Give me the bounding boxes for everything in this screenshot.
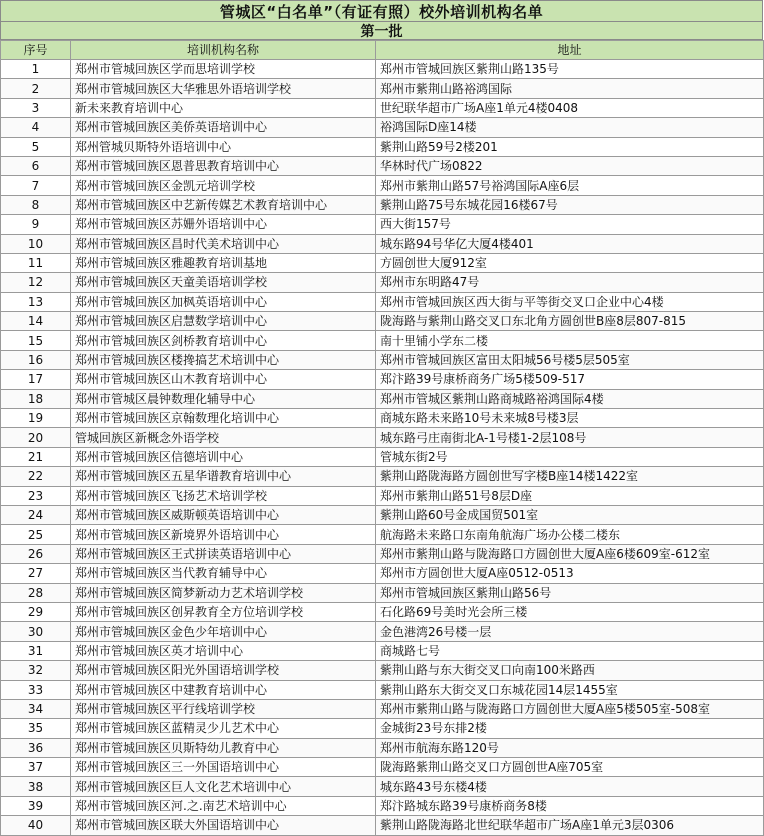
- row-number-cell: 38: [1, 777, 71, 796]
- institution-name-cell: 郑州市管城回族区加枫英语培训中心: [71, 292, 376, 311]
- address-cell: 紫荆山路59号2楼201: [376, 137, 764, 156]
- row-number-cell: 24: [1, 505, 71, 524]
- row-number-cell: 1: [1, 60, 71, 79]
- table-row: [1, 505, 764, 524]
- institution-name-cell: 郑州市管城回族区王式拼读英语培训中心: [71, 544, 376, 563]
- address-cell: 商城东路未来路10号未来城8号楼3层: [376, 409, 764, 428]
- row-number-cell: 16: [1, 350, 71, 369]
- table-row: [1, 525, 764, 544]
- table-row: [1, 583, 764, 602]
- institution-name-cell: 郑州市管城回族区金色少年培训中心: [71, 622, 376, 641]
- address-cell: 航海路未来路口东南角航海广场办公楼二楼东: [376, 525, 764, 544]
- institution-name-cell: 管城回族区新概念外语学校: [71, 428, 376, 447]
- row-number-cell: 40: [1, 816, 71, 835]
- address-cell: 紫荆山路东大街交叉口东城花园14层1455室: [376, 680, 764, 699]
- row-number-cell: 4: [1, 118, 71, 137]
- institution-table: [0, 40, 764, 836]
- table-row: [1, 60, 764, 79]
- row-number-cell: 21: [1, 447, 71, 466]
- table-row: [1, 641, 764, 660]
- row-number-cell: 33: [1, 680, 71, 699]
- address-cell: 郑州市紫荆山路与陇海路口方圆创世大厦A座5楼505室-508室: [376, 699, 764, 718]
- institution-name-cell: 郑州市管城回族区中建教育培训中心: [71, 680, 376, 699]
- row-number-cell: 15: [1, 331, 71, 350]
- address-cell: 陇海路紫荆山路交叉口方圆创世A座705室: [376, 758, 764, 777]
- address-cell: 城东路94号华亿大厦4楼401: [376, 234, 764, 253]
- institution-name-cell: 郑州市管城回族区河.之.南艺术培训中心: [71, 796, 376, 815]
- address-cell: 郑州市管城回族区西大街与平等街交叉口企业中心4楼: [376, 292, 764, 311]
- row-number-cell: 39: [1, 796, 71, 815]
- table-row: [1, 331, 764, 350]
- address-cell: 郑州市东明路47号: [376, 273, 764, 292]
- table-row: [1, 195, 764, 214]
- row-number-cell: 23: [1, 486, 71, 505]
- table-row: [1, 234, 764, 253]
- row-number-cell: 5: [1, 137, 71, 156]
- table-row: [1, 777, 764, 796]
- row-number-cell: 31: [1, 641, 71, 660]
- table-body: [1, 60, 764, 836]
- address-cell: 郑州市管城回族区紫荆山路56号: [376, 583, 764, 602]
- address-cell: 郑州市紫荆山路裕鸿国际: [376, 79, 764, 98]
- row-number-cell: 17: [1, 370, 71, 389]
- table-row: [1, 486, 764, 505]
- address-cell: 世纪联华超市广场A座1单元4楼0408: [376, 98, 764, 117]
- institution-name-cell: 郑州市管城回族区新境界外语培训中心: [71, 525, 376, 544]
- table-row: [1, 292, 764, 311]
- table-row: [1, 428, 764, 447]
- table-row: [1, 699, 764, 718]
- table-row: [1, 79, 764, 98]
- institution-name-cell: 郑州市管城回族区苏姗外语培训中心: [71, 215, 376, 234]
- table-row: [1, 544, 764, 563]
- institution-name-cell: 郑州市管城回族区京翰数理化培训中心: [71, 409, 376, 428]
- institution-name-cell: 郑州市管城回族区剑桥教育培训中心: [71, 331, 376, 350]
- header-address: 地址: [376, 41, 764, 60]
- row-number-cell: 12: [1, 273, 71, 292]
- table-row: [1, 176, 764, 195]
- institution-name-cell: 郑州市管城回族区三一外国语培训中心: [71, 758, 376, 777]
- sheet-title: 管城区“白名单”（有证有照）校外培训机构名单: [0, 0, 763, 22]
- table-row: [1, 602, 764, 621]
- institution-name-cell: 郑州市管城回族区中艺新传媒艺术教育培训中心: [71, 195, 376, 214]
- header-no: 序号: [1, 41, 71, 60]
- institution-name-cell: 郑州市管城回族区美侨英语培训中心: [71, 118, 376, 137]
- institution-name-cell: 郑州市管城回族区蓝精灵少儿艺术中心: [71, 719, 376, 738]
- row-number-cell: 35: [1, 719, 71, 738]
- table-row: [1, 156, 764, 175]
- institution-name-cell: 郑州市管城回族区威斯顿英语培训中心: [71, 505, 376, 524]
- row-number-cell: 13: [1, 292, 71, 311]
- institution-name-cell: 郑州市管城回族区雅趣教育培训基地: [71, 253, 376, 272]
- table-row: [1, 447, 764, 466]
- header-name: 培训机构名称: [71, 41, 376, 60]
- row-number-cell: 22: [1, 467, 71, 486]
- address-cell: 城东路43号东楼4楼: [376, 777, 764, 796]
- address-cell: 紫荆山路与东大街交叉口向南100米路西: [376, 661, 764, 680]
- institution-name-cell: 郑州市管城回族区当代教育辅导中心: [71, 564, 376, 583]
- institution-name-cell: 郑州市管城回族区联大外国语培训中心: [71, 816, 376, 835]
- address-cell: 石化路69号美时光会所三楼: [376, 602, 764, 621]
- row-number-cell: 29: [1, 602, 71, 621]
- address-cell: 郑汴路城东路39号康桥商务8楼: [376, 796, 764, 815]
- table-row: [1, 738, 764, 757]
- institution-name-cell: 郑州市管城回族区启慧数学培训中心: [71, 312, 376, 331]
- institution-name-cell: 郑州市管城回族区阳光外国语培训学校: [71, 661, 376, 680]
- institution-name-cell: 郑州市管城回族区学而思培训学校: [71, 60, 376, 79]
- address-cell: 郑汴路39号康桥商务广场5楼509-517: [376, 370, 764, 389]
- row-number-cell: 32: [1, 661, 71, 680]
- table-row: [1, 796, 764, 815]
- address-cell: 方圆创世大厦912室: [376, 253, 764, 272]
- row-number-cell: 28: [1, 583, 71, 602]
- row-number-cell: 20: [1, 428, 71, 447]
- address-cell: 郑州市航海东路120号: [376, 738, 764, 757]
- institution-name-cell: 郑州市管城回族区天童美语培训学校: [71, 273, 376, 292]
- row-number-cell: 25: [1, 525, 71, 544]
- address-cell: 华林时代广场0822: [376, 156, 764, 175]
- table-row: [1, 215, 764, 234]
- address-cell: 商城路七号: [376, 641, 764, 660]
- table-row: [1, 467, 764, 486]
- institution-name-cell: 郑州市管城回族区五星华谱教育培训中心: [71, 467, 376, 486]
- address-cell: 裕鸿国际D座14楼: [376, 118, 764, 137]
- table-row: [1, 564, 764, 583]
- institution-name-cell: 郑州市管城回族区楼搀搞艺术培训中心: [71, 350, 376, 369]
- row-number-cell: 34: [1, 699, 71, 718]
- table-row: [1, 273, 764, 292]
- institution-name-cell: 郑州市管城回族区信德培训中心: [71, 447, 376, 466]
- address-cell: 紫荆山路陇海路方圆创世写字楼B座14楼1422室: [376, 467, 764, 486]
- row-number-cell: 27: [1, 564, 71, 583]
- table-row: [1, 350, 764, 369]
- institution-name-cell: 郑州市管城回族区大华雅思外语培训学校: [71, 79, 376, 98]
- address-cell: 郑州市紫荆山路与陇海路口方圆创世大厦A座6楼609室-612室: [376, 544, 764, 563]
- institution-name-cell: 郑州管城贝斯特外语培训中心: [71, 137, 376, 156]
- address-cell: 郑州市管城回族区紫荆山路135号: [376, 60, 764, 79]
- address-cell: 郑州市管城回族区富田太阳城56号楼5层505室: [376, 350, 764, 369]
- table-row: [1, 137, 764, 156]
- table-header-row: [1, 41, 764, 60]
- institution-name-cell: 郑州市管城回族区英才培训中心: [71, 641, 376, 660]
- institution-name-cell: 郑州市管城回族区贝斯特幼儿教育中心: [71, 738, 376, 757]
- address-cell: 紫荆山路75号东城花园16楼67号: [376, 195, 764, 214]
- table-row: [1, 661, 764, 680]
- address-cell: 郑州市紫荆山路51号8层D座: [376, 486, 764, 505]
- address-cell: 管城东街2号: [376, 447, 764, 466]
- institution-name-cell: 郑州市管城回族区金凯元培训学校: [71, 176, 376, 195]
- institution-name-cell: 郑州市管城回族区飞扬艺术培训学校: [71, 486, 376, 505]
- address-cell: 紫荆山路陇海路北世纪联华超市广场A座1单元3层0306: [376, 816, 764, 835]
- row-number-cell: 3: [1, 98, 71, 117]
- table-row: [1, 758, 764, 777]
- row-number-cell: 7: [1, 176, 71, 195]
- address-cell: 西大街157号: [376, 215, 764, 234]
- row-number-cell: 19: [1, 409, 71, 428]
- row-number-cell: 36: [1, 738, 71, 757]
- address-cell: 郑州市管城区紫荆山路商城路裕鸿国际4楼: [376, 389, 764, 408]
- table-row: [1, 253, 764, 272]
- row-number-cell: 30: [1, 622, 71, 641]
- row-number-cell: 26: [1, 544, 71, 563]
- table-row: [1, 816, 764, 835]
- row-number-cell: 11: [1, 253, 71, 272]
- address-cell: 金色港湾26号楼一层: [376, 622, 764, 641]
- row-number-cell: 14: [1, 312, 71, 331]
- institution-name-cell: 郑州市管城回族区简梦新动力艺术培训学校: [71, 583, 376, 602]
- row-number-cell: 10: [1, 234, 71, 253]
- address-cell: 金城街23号东排2楼: [376, 719, 764, 738]
- address-cell: 郑州市紫荆山路57号裕鸿国际A座6层: [376, 176, 764, 195]
- row-number-cell: 9: [1, 215, 71, 234]
- row-number-cell: 8: [1, 195, 71, 214]
- institution-name-cell: 郑州市管城回族区山木教育培训中心: [71, 370, 376, 389]
- institution-name-cell: 郑州市管城回族区昌时代美术培训中心: [71, 234, 376, 253]
- institution-name-cell: 郑州市管城回族区创昇教育全方位培训学校: [71, 602, 376, 621]
- table-row: [1, 409, 764, 428]
- table-row: [1, 719, 764, 738]
- address-cell: 郑州市方圆创世大厦A座0512-0513: [376, 564, 764, 583]
- table-row: [1, 98, 764, 117]
- institution-name-cell: 新未来教育培训中心: [71, 98, 376, 117]
- row-number-cell: 18: [1, 389, 71, 408]
- table-row: [1, 622, 764, 641]
- table-row: [1, 312, 764, 331]
- row-number-cell: 6: [1, 156, 71, 175]
- institution-name-cell: 郑州市管城回族区平行线培训学校: [71, 699, 376, 718]
- row-number-cell: 37: [1, 758, 71, 777]
- row-number-cell: 2: [1, 79, 71, 98]
- table-row: [1, 118, 764, 137]
- batch-label: 第一批: [0, 22, 763, 40]
- table-row: [1, 389, 764, 408]
- institution-name-cell: 郑州市管城回族区巨人文化艺术培训中心: [71, 777, 376, 796]
- institution-name-cell: 郑州市管城回族区恩普思教育培训中心: [71, 156, 376, 175]
- address-cell: 陇海路与紫荆山路交叉口东北角方圆创世B座8层807-815: [376, 312, 764, 331]
- address-cell: 南十里铺小学东二楼: [376, 331, 764, 350]
- address-cell: 城东路弓庄南街北A-1号楼1-2层108号: [376, 428, 764, 447]
- institution-name-cell: 郑州市管城区晨钟数理化辅导中心: [71, 389, 376, 408]
- address-cell: 紫荆山路60号金成国贸501室: [376, 505, 764, 524]
- table-row: [1, 680, 764, 699]
- table-row: [1, 370, 764, 389]
